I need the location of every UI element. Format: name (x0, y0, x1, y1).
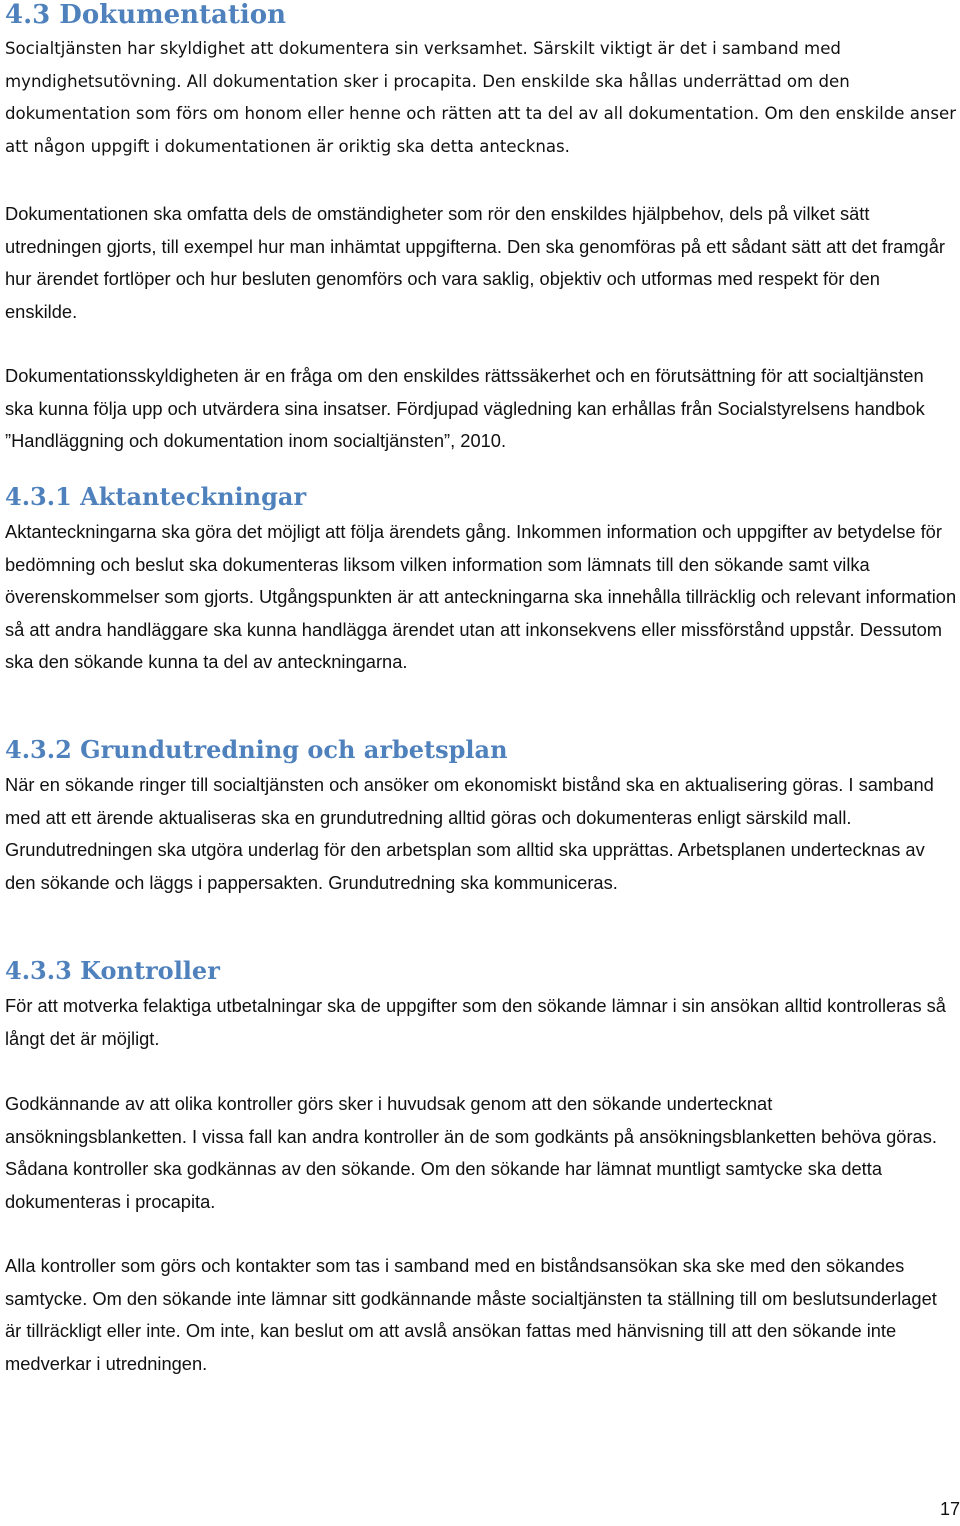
subsection-heading-aktanteckningar: 4.3.1 Aktanteckningar (5, 482, 307, 511)
subsection-paragraph-aktanteckningar: Aktanteckningarna ska göra det möjligt att följa ärendets gång. Inkommen information och uppgifter av betydelse för bedömning och beslut ska dokumenteras liksom vilken information som lämnats till den sökande samt vilka överenskommelser som gjorts. Utgångspunkten är att anteckningarna ska innehålla tillräcklig och relevant information så att andra handläggare ska kunna handlägga ärendet utan att inkonsekvens eller missförstånd uppstår. Dessutom ska den sökande kunna ta del av anteckningarna. (5, 521, 957, 672)
subsection-heading-grundutredning: 4.3.2 Grundutredning och arbetsplan (5, 735, 508, 764)
subsection-paragraph-kontroller-2: Godkännande av att olika kontroller görs sker i huvudsak genom att den sökande undertecknat ansökningsblanketten. I vissa fall kan andra kontroller än de som godkänts på ansökningsblanketten behöva göras. Sådana kontroller ska godkännas av den sökande. Om den sökande har lämnat muntligt samtycke ska detta dokumenteras i procapita. (5, 1093, 937, 1212)
section-heading: 4.3 Dokumentation (5, 0, 287, 30)
section-paragraph-3: Dokumentationsskyldigheten är en fråga om den enskildes rättssäkerhet och en förutsättning för att socialtjänsten ska kunna följa upp och utvärdera sina insatser. Fördjupad vägledning kan erhållas från Socialstyrelsens handbok ”Handläggning och dokumentation inom socialtjänsten”, 2010. (5, 365, 925, 451)
subsection-paragraph-kontroller-3: Alla kontroller som görs och kontakter som tas i samband med en biståndsansökan ska ske med den sökandes samtycke. Om den sökande inte lämnar sitt godkännande måste socialtjänsten ta ställning till om beslutsunderlaget är tillräckligt eller inte. Om inte, kan beslut om att avslå ansökan fattas med hänvisning till att den sökande inte medverkar i utredningen. (5, 1255, 937, 1374)
page-number: 17 (939, 1499, 960, 1519)
section-paragraph-2: Dokumentationen ska omfatta dels de omständigheter som rör den enskildes hjälpbehov, dels på vilket sätt utredningen gjorts, till exempel hur man inhämtat uppgifterna. Den ska genomföras på ett sådant sätt att det framgår hur ärendet fortlöper och hur besluten genomförs och vara saklig, objektiv och utformas med respekt för den enskilde. (5, 203, 945, 322)
subsection-heading-kontroller: 4.3.3 Kontroller (5, 956, 220, 985)
subsection-paragraph-kontroller-1: För att motverka felaktiga utbetalningar ska de uppgifter som den sökande lämnar i sin ansökan alltid kontrolleras så långt det är möjligt. (5, 995, 946, 1049)
section-paragraph-1: Socialtjänsten har skyldighet att dokumentera sin verksamhet. Särskilt viktigt är det i samband med myndighetsutövning. All dokumentation sker i procapita. Den enskilde ska hållas underrättad om den dokumentation som förs om honom eller henne och rätten att ta del av all dokumentation. Om den enskilde anser att någon uppgift i dokumentationen är oriktig ska detta antecknas. (5, 39, 957, 156)
subsection-paragraph-grundutredning: När en sökande ringer till socialtjänsten och ansöker om ekonomiskt bistånd ska en aktualisering göras. I samband med att ett ärende aktualiseras ska en grundutredning alltid göras och dokumenteras enligt särskild mall. Grundutredningen ska utgöra underlag för den arbetsplan som alltid ska upprättas. Arbetsplanen undertecknas av den sökande och läggs i pappersakten. Grundutredning ska kommuniceras. (5, 774, 934, 893)
